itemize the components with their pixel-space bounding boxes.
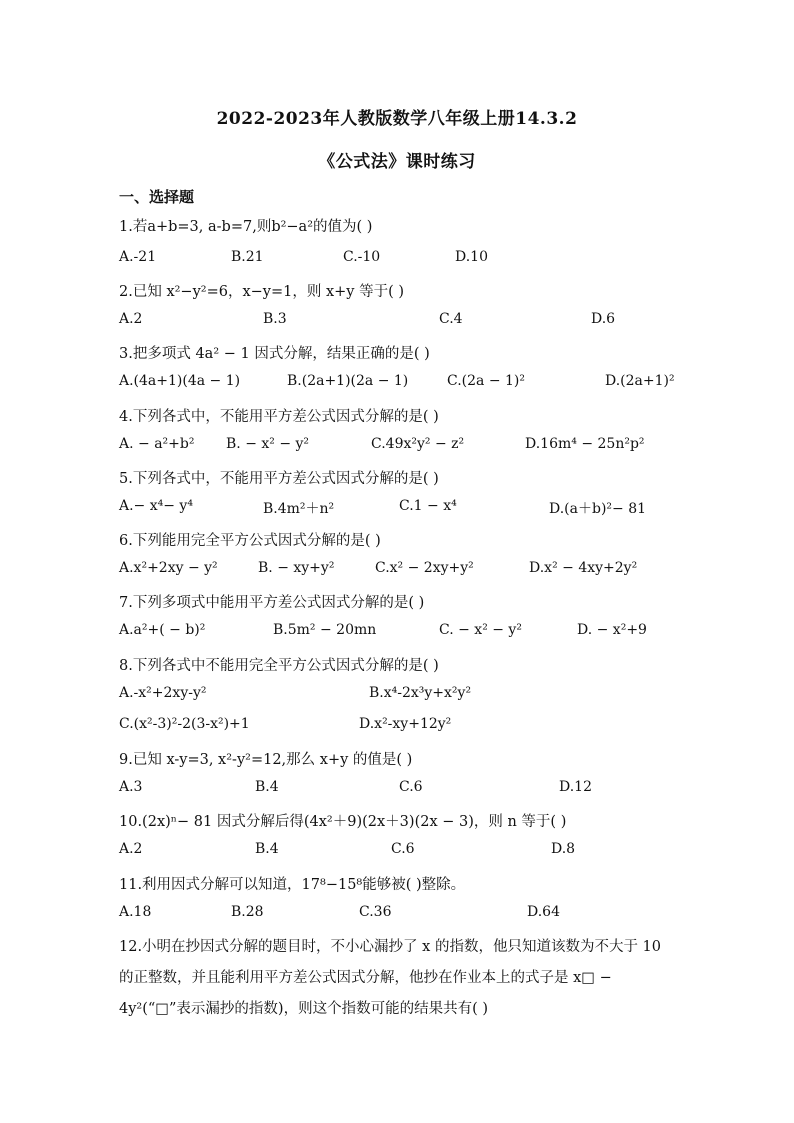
q7-option-c: C. − x² − y² — [439, 622, 522, 638]
q5-option-a: A.− x⁴− y⁴ — [119, 498, 193, 514]
q10-option-d: D.8 — [551, 841, 576, 857]
q5-option-b: B.4m²＋n² — [263, 501, 335, 517]
q4-option-c: C.49x²y² − z² — [371, 436, 465, 452]
q7-option-d: D. − x²+9 — [577, 622, 647, 638]
q11-option-a: A.18 — [119, 904, 152, 920]
q11-option-b: B.28 — [231, 904, 264, 920]
question-8-stem: 8.下列各式中不能用完全平方公式因式分解的是( ) — [119, 658, 439, 674]
q5-option-c: C.1 − x⁴ — [399, 498, 457, 514]
q6-option-b: B. − xy+y² — [258, 560, 335, 576]
q6-option-d: D.x² − 4xy+2y² — [529, 560, 638, 576]
question-12-stem-line-1: 12.小明在抄因式分解的题目时，不小心漏抄了 x 的指数，他只知道该数为不大于 10 — [119, 939, 662, 955]
q9-option-c: C.6 — [399, 779, 423, 795]
q11-option-d: D.64 — [527, 904, 560, 920]
q4-option-b: B. − x² − y² — [226, 436, 310, 452]
question-6-stem: 6.下列能用完全平方公式因式分解的是( ) — [119, 533, 381, 549]
q11-option-c: C.36 — [359, 904, 392, 920]
q1-option-a: A.-21 — [119, 249, 157, 265]
q7-option-a: A.a²+( − b)² — [119, 622, 206, 638]
q2-option-b: B.3 — [263, 311, 287, 327]
q9-option-b: B.4 — [255, 779, 279, 795]
q10-option-c: C.6 — [391, 841, 415, 857]
question-9-stem: 9.已知 x-y=3, x²-y²=12,那么 x+y 的值是( ) — [119, 752, 413, 768]
q6-option-c: C.x² − 2xy+y² — [375, 560, 474, 576]
document-title: 2022-2023年人教版数学八年级上册14.3.2 — [216, 109, 578, 129]
q10-option-b: B.4 — [255, 841, 279, 857]
q6-option-a: A.x²+2xy − y² — [119, 560, 218, 576]
q9-option-a: A.3 — [119, 779, 143, 795]
q4-option-d: D.16m⁴ − 25n²p² — [525, 436, 645, 452]
q4-option-a: A. − a²+b² — [119, 436, 195, 452]
section-heading: 一、选择题 — [119, 188, 195, 206]
question-11-stem: 11.利用因式分解可以知道，17⁸−15⁸能够被( )整除。 — [119, 877, 466, 893]
q3-option-c: C.(2a − 1)² — [447, 373, 525, 389]
question-3-stem: 3.把多项式 4a² − 1 因式分解，结果正确的是( ) — [119, 346, 430, 362]
question-12-stem-line-3: 4y²(“□”表示漏抄的指数)，则这个指数可能的结果共有( ) — [119, 1001, 488, 1017]
question-4-stem: 4.下列各式中，不能用平方差公式因式分解的是( ) — [119, 409, 439, 425]
document-subtitle: 《公式法》课时练习 — [318, 152, 476, 172]
q3-option-d: D.(2a+1)² — [605, 373, 675, 389]
question-7-stem: 7.下列多项式中能用平方差公式因式分解的是( ) — [119, 595, 425, 611]
q2-option-a: A.2 — [119, 311, 143, 327]
q10-option-a: A.2 — [119, 841, 143, 857]
q8-option-b: B.x⁴-2x³y+x²y² — [369, 685, 472, 701]
q1-option-b: B.21 — [231, 249, 264, 265]
q9-option-d: D.12 — [559, 779, 592, 795]
q8-option-a: A.-x²+2xy-y² — [119, 685, 207, 701]
q1-option-d: D.10 — [455, 249, 488, 265]
question-2-stem: 2.已知 x²−y²=6，x−y=1，则 x+y 等于( ) — [119, 284, 405, 300]
question-10-stem: 10.(2x)ⁿ− 81 因式分解后得(4x²＋9)(2x＋3)(2x − 3)，则 n 等于( ) — [119, 814, 567, 830]
q5-option-d: D.(a＋b)²− 81 — [549, 501, 647, 517]
q3-option-b: B.(2a+1)(2a − 1) — [287, 373, 409, 389]
q8-option-c: C.(x²-3)²-2(3-x²)+1 — [119, 716, 250, 732]
question-12-stem-line-2: 的正整数，并且能利用平方差公式因式分解，他抄在作业本上的式子是 x□ − — [119, 970, 612, 986]
q2-option-c: C.4 — [439, 311, 463, 327]
q2-option-d: D.6 — [591, 311, 616, 327]
q1-option-c: C.-10 — [343, 249, 381, 265]
question-5-stem: 5.下列各式中，不能用平方差公式因式分解的是( ) — [119, 471, 439, 487]
q8-option-d: D.x²-xy+12y² — [359, 716, 452, 732]
question-1-stem: 1.若a+b=3, a-b=7,则b²−a²的值为( ) — [119, 219, 373, 235]
q3-option-a: A.(4a+1)(4a − 1) — [119, 373, 241, 389]
q7-option-b: B.5m² − 20mn — [273, 622, 377, 638]
